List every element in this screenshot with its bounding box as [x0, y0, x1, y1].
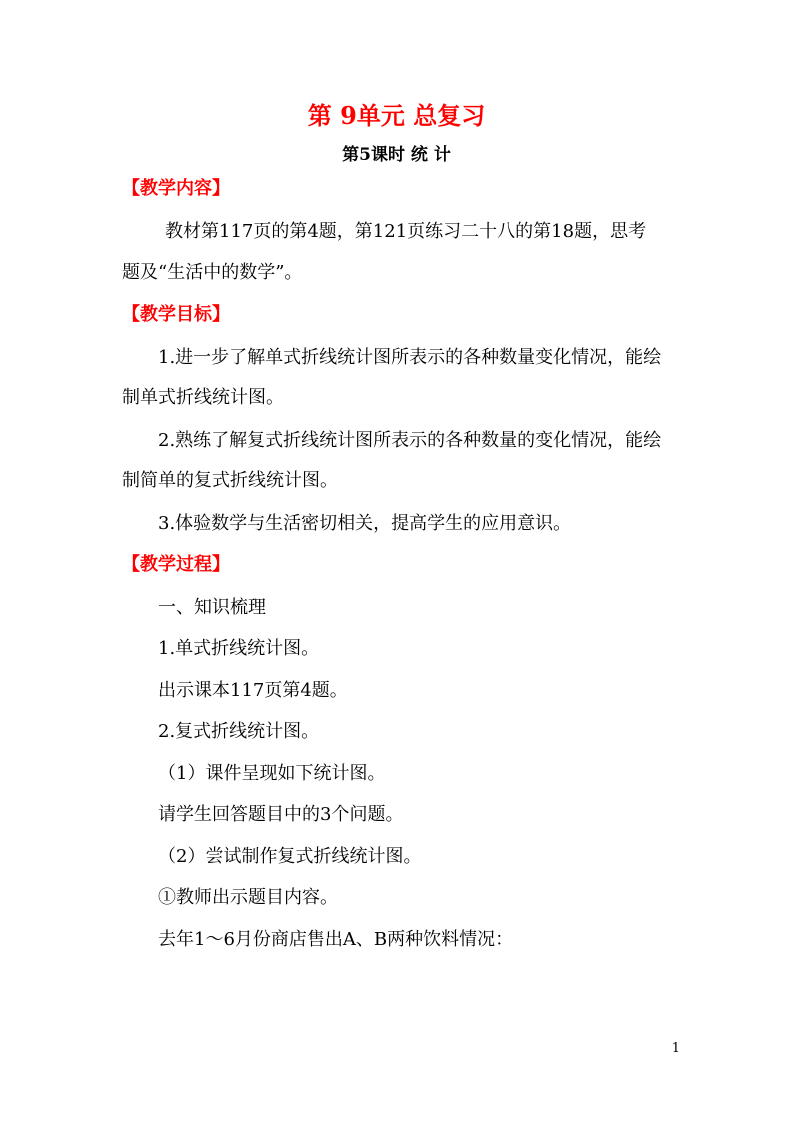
process-line-3: 出示课本117页第4题。	[158, 680, 348, 701]
teaching-goals-heading: 【教学目标】	[122, 304, 230, 325]
goal-3: 3.体验数学与生活密切相关，提高学生的应用意识。	[158, 513, 572, 534]
goal-1-line-1: 1.进一步了解单式折线统计图所表示的各种数量变化情况，能绘	[158, 347, 662, 368]
process-line-2: 1.单式折线统计图。	[158, 638, 320, 659]
process-line-9: 去年1～6月份商店售出A、B两种饮料情况：	[158, 929, 514, 950]
process-line-1: 一、知识梳理	[158, 597, 266, 618]
process-line-6: 请学生回答题目中的3个问题。	[158, 804, 404, 825]
process-line-4: 2.复式折线统计图。	[158, 721, 320, 742]
page-number: 1	[671, 1041, 680, 1056]
lesson-subtitle: 第5课时 统 计	[342, 145, 451, 165]
teaching-content-line-1: 教材第117页的第4题，第121页练习二十八的第18题，思考	[165, 221, 647, 242]
process-line-5: （1）课件呈现如下统计图。	[158, 763, 386, 784]
unit-title: 第 9单元 总复习	[307, 101, 486, 130]
process-line-8: ①教师出示题目内容。	[158, 887, 338, 908]
teaching-content-heading: 【教学内容】	[122, 178, 230, 199]
goal-1-line-2: 制单式折线统计图。	[122, 387, 284, 408]
teaching-process-heading: 【教学过程】	[122, 554, 230, 575]
goal-2-line-1: 2.熟练了解复式折线统计图所表示的各种数量的变化情况，能绘	[158, 430, 662, 451]
goal-2-line-2: 制简单的复式折线统计图。	[122, 470, 338, 491]
teaching-content-line-2: 题及“生活中的数学”。	[122, 262, 303, 283]
process-line-7: （2）尝试制作复式折线统计图。	[158, 846, 422, 867]
